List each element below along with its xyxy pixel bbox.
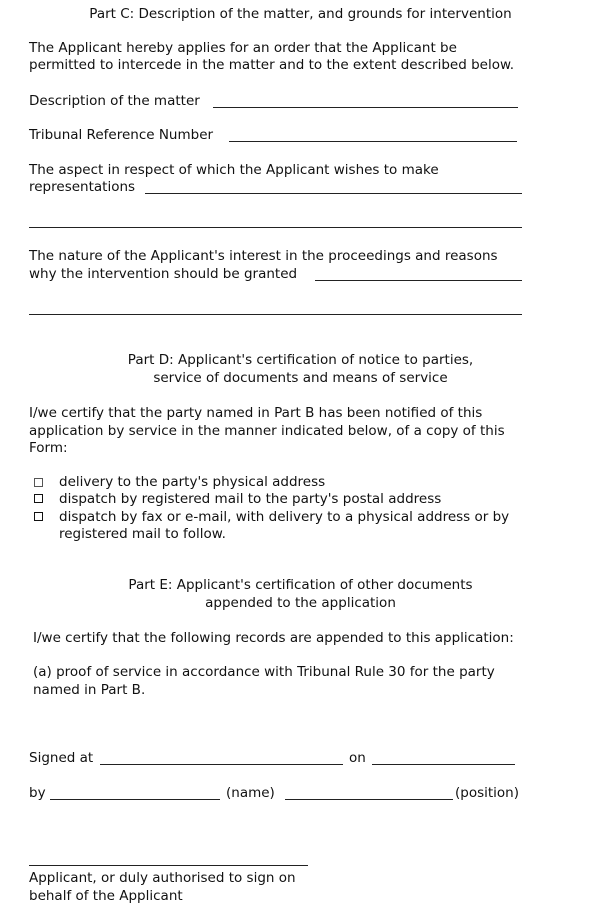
part-d-heading-line2: service of documents and means of service bbox=[153, 370, 448, 386]
description-label: Description of the matter bbox=[29, 93, 200, 109]
option-fax-email-line2: registered mail to follow. bbox=[59, 526, 226, 542]
part-c-heading: Part C: Description of the matter, and grounds for intervention bbox=[89, 6, 512, 22]
aspect-field[interactable] bbox=[145, 193, 522, 194]
part-d-cert-line1: I/we certify that the party named in Part B has been notified of this bbox=[29, 405, 483, 421]
tribunal-ref-label: Tribunal Reference Number bbox=[29, 127, 214, 143]
name-field[interactable] bbox=[50, 799, 220, 800]
nature-label-line2: why the intervention should be granted bbox=[29, 266, 298, 282]
checkbox-registered-mail[interactable] bbox=[34, 494, 43, 503]
nature-field[interactable] bbox=[315, 280, 522, 281]
option-registered-mail: dispatch by registered mail to the party's postal address bbox=[59, 491, 442, 507]
part-d-cert-line3: Form: bbox=[29, 440, 68, 456]
aspect-label-line2: representations bbox=[29, 179, 136, 195]
part-e-item-line2: named in Part B. bbox=[33, 682, 146, 698]
part-e-heading-line1: Part E: Applicant's certification of other documents bbox=[128, 577, 473, 593]
part-c-intro-line1: The Applicant hereby applies for an order that the Applicant be bbox=[29, 40, 457, 56]
part-e-heading-line2: appended to the application bbox=[205, 595, 396, 611]
option-fax-email-line1: dispatch by fax or e-mail, with delivery to a physical address or by bbox=[59, 509, 510, 525]
by-label: by bbox=[29, 785, 46, 801]
signed-at-label: Signed at bbox=[29, 750, 94, 766]
aspect-field-continued[interactable] bbox=[29, 227, 522, 228]
description-field[interactable] bbox=[213, 107, 518, 108]
checkbox-physical-delivery[interactable] bbox=[34, 478, 43, 487]
aspect-label-line1: The aspect in respect of which the Applicant wishes to make bbox=[29, 162, 439, 178]
part-e-item-line1: (a) proof of service in accordance with Tribunal Rule 30 for the party bbox=[33, 664, 495, 680]
position-label: (position) bbox=[455, 785, 520, 801]
on-label: on bbox=[349, 750, 366, 766]
part-d-heading-line1: Part D: Applicant's certification of notice to parties, bbox=[127, 352, 474, 368]
part-d-cert-line2: application by service in the manner indicated below, of a copy of this bbox=[29, 423, 505, 439]
nature-label-line1: The nature of the Applicant's interest in the proceedings and reasons bbox=[29, 248, 498, 264]
signed-at-field[interactable] bbox=[100, 764, 343, 765]
part-e-cert: I/we certify that the following records are appended to this application: bbox=[33, 630, 514, 646]
part-c-intro-line2: permitted to intercede in the matter and to the extent described below. bbox=[29, 57, 515, 73]
signature-caption-line1: Applicant, or duly authorised to sign on bbox=[29, 870, 296, 886]
option-physical-delivery: delivery to the party's physical address bbox=[59, 474, 326, 490]
name-label: (name) bbox=[226, 785, 275, 801]
signature-caption-line2: behalf of the Applicant bbox=[29, 888, 183, 904]
tribunal-ref-field[interactable] bbox=[229, 141, 517, 142]
position-field[interactable] bbox=[285, 799, 453, 800]
checkbox-fax-email[interactable] bbox=[34, 512, 43, 521]
signed-date-field[interactable] bbox=[372, 764, 515, 765]
signature-line[interactable] bbox=[29, 865, 308, 866]
nature-field-continued[interactable] bbox=[29, 314, 522, 315]
